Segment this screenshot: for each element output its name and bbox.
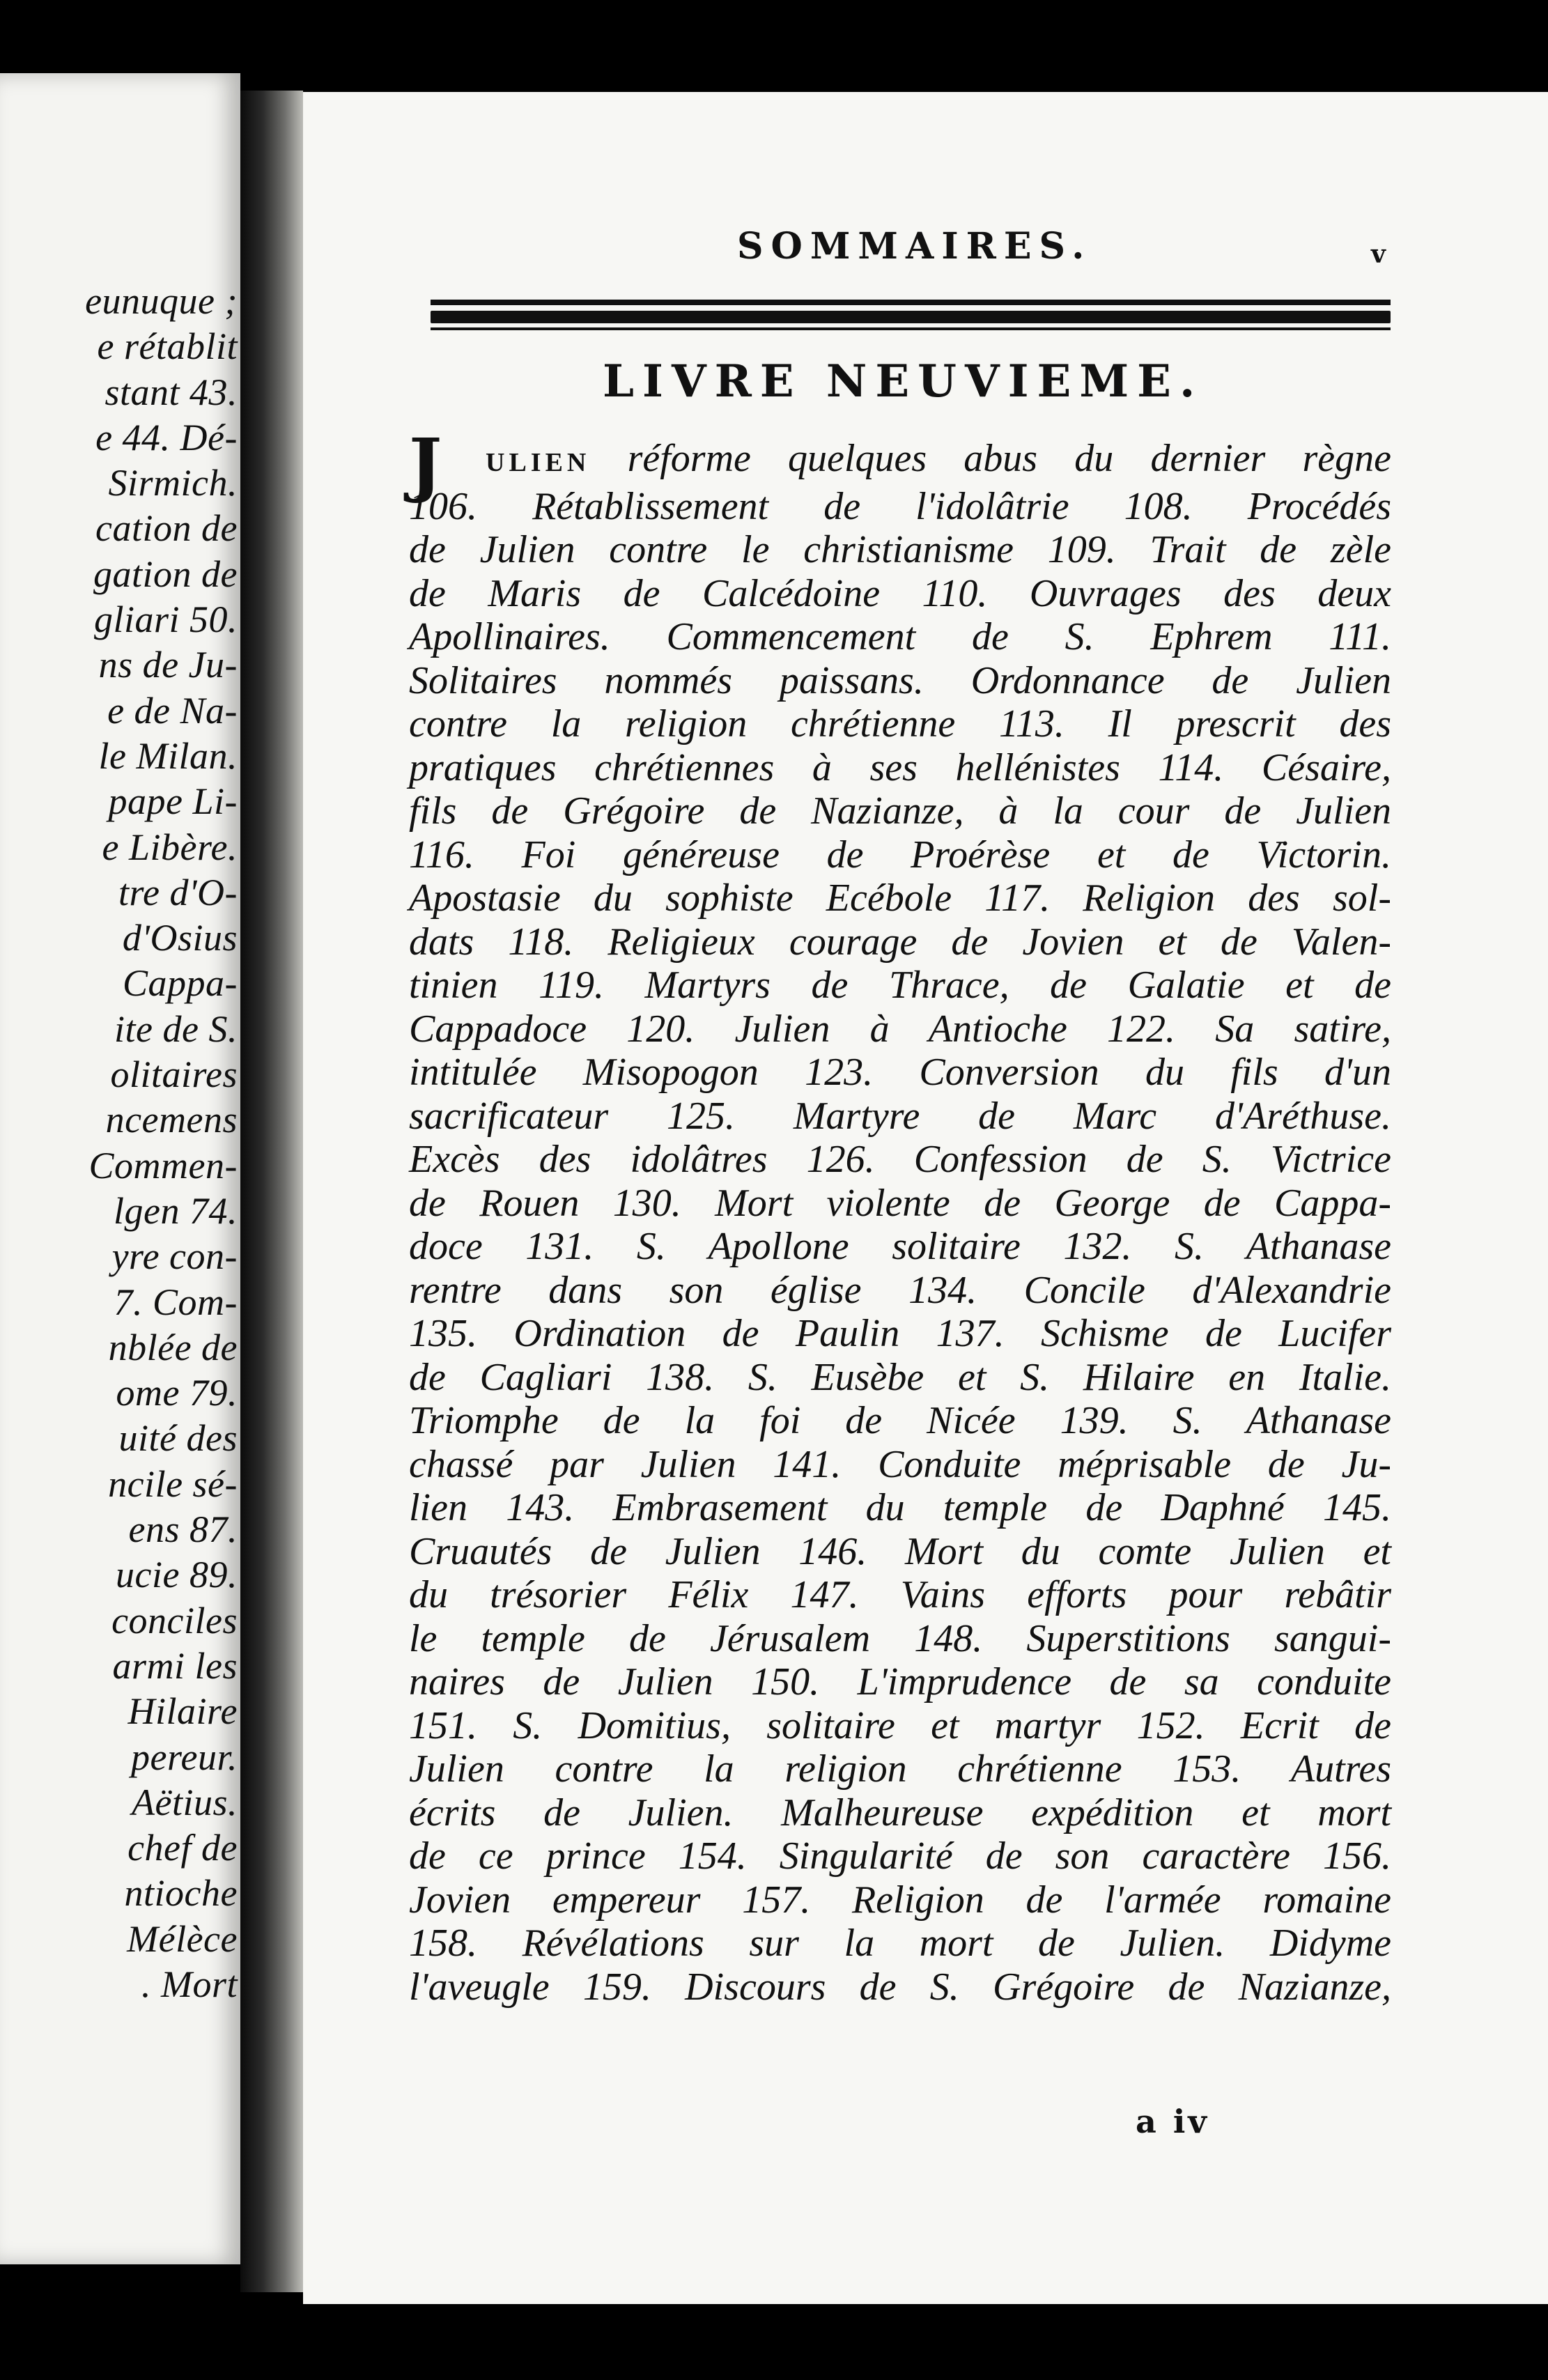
text-line: Cappadoce 120. Julien à Antioche 122. Sa satire, <box>409 1007 1391 1051</box>
text-line: Apostasie du sophiste Ecébole 117. Religion des sol- <box>409 876 1391 920</box>
left-page-line: d'Osius <box>122 917 238 959</box>
header-rule-thick <box>431 311 1391 323</box>
left-page-line: ucie 89. <box>116 1554 238 1596</box>
left-page-line: ns de Ju- <box>98 644 238 686</box>
text-line: 158. Révélations sur la mort de Julien. Didyme <box>409 1922 1391 1965</box>
text-line: fils de Grégoire de Nazianze, à la cour de Julien <box>409 789 1391 833</box>
left-page-line: e de Na- <box>107 689 238 732</box>
text-line: de ce prince 154. Singularité de son caractère 156. <box>409 1834 1391 1878</box>
left-page-line: Aëtius. <box>132 1781 238 1823</box>
left-page-line: cation de <box>95 507 238 550</box>
left-page-line: ncemens <box>105 1099 238 1141</box>
text-line: de Cagliari 138. S. Eusèbe et S. Hilaire en Italie. <box>409 1355 1391 1399</box>
text-line: le temple de Jérusalem 148. Superstitions sangui- <box>409 1616 1391 1660</box>
header-rule-top <box>431 300 1391 305</box>
text-line: Cruautés de Julien 146. Mort du comte Julien et <box>409 1529 1391 1573</box>
text-line: Apollinaires. Commencement de S. Ephrem 111. <box>409 615 1391 658</box>
running-head: SOMMAIRES. <box>737 225 1092 268</box>
first-line-text: réforme quelques abus du dernier règne <box>627 437 1391 480</box>
left-page-line: ntioche <box>124 1872 238 1915</box>
text-line: 135. Ordination de Paulin 137. Schisme de Lucifer <box>409 1312 1391 1355</box>
text-line: pratiques chrétiennes à ses hellénistes 114. Césaire, <box>409 745 1391 789</box>
left-page-line: armi les <box>112 1644 238 1687</box>
text-line: 151. S. Domitius, solitaire et martyr 152. Ecrit de <box>409 1703 1391 1747</box>
left-page-line: e rétablit <box>97 325 238 368</box>
summary-text <box>409 423 1391 2009</box>
left-page-line: nblée de <box>108 1326 238 1368</box>
left-page-line: Hilaire <box>127 1690 238 1733</box>
left-page-line: chef de <box>127 1827 238 1869</box>
left-page-line: ens 87. <box>128 1508 238 1551</box>
text-line: lien 143. Embrasement du temple de Daphné 145. <box>409 1486 1391 1529</box>
left-page-line: Cappa- <box>123 962 238 1005</box>
text-line: contre la religion chrétienne 113. Il prescrit des <box>409 702 1391 745</box>
text-line: dats 118. Religieux courage de Jovien et de Valen- <box>409 920 1391 964</box>
text-line: l'aveugle 159. Discours de S. Grégoire de Nazianze, <box>409 1965 1391 2009</box>
left-page-line: yre con- <box>111 1235 238 1278</box>
left-page-line: le Milan. <box>98 734 238 777</box>
left-page-line: conciles <box>111 1599 238 1641</box>
left-page-line: lgen 74. <box>114 1189 238 1232</box>
text-line: chassé par Julien 141. Conduite méprisable de Ju- <box>409 1442 1391 1486</box>
left-page-line: eunuque ; <box>85 280 238 322</box>
text-line: Jovien empereur 157. Religion de l'armée romaine <box>409 1878 1391 1922</box>
left-page-line: pape Li- <box>108 780 238 823</box>
left-page-line: gliari 50. <box>93 598 238 641</box>
text-line: 106. Rétablissement de l'idolâtrie 108. Procédés <box>409 484 1391 528</box>
text-line: du trésorier Félix 147. Vains efforts pour rebâtir <box>409 1573 1391 1616</box>
left-page-line: Commen- <box>88 1144 238 1187</box>
page-mark: v <box>1371 240 1386 269</box>
left-page-line: tre d'O- <box>118 871 238 913</box>
left-page-line: ome 79. <box>116 1372 238 1414</box>
left-page-line: uité des <box>118 1417 238 1460</box>
text-line: sacrificateur 125. Martyre de Marc d'Aréthuse. <box>409 1094 1391 1138</box>
first-word-smallcaps: ULIEN <box>486 448 591 477</box>
text-line: naires de Julien 150. L'imprudence de sa conduite <box>409 1660 1391 1703</box>
left-page-line: ite de S. <box>114 1007 238 1050</box>
left-page-line: gation de <box>93 552 238 595</box>
left-page-line: stant 43. <box>105 371 238 413</box>
left-page-line: Sirmich. <box>108 462 238 504</box>
signature-mark: a iv <box>1136 2103 1210 2140</box>
book-gutter <box>240 91 303 2292</box>
text-line: rentre dans son église 134. Concile d'Alexandrie <box>409 1268 1391 1312</box>
text-line: de Rouen 130. Mort violente de George de Cappa- <box>409 1181 1391 1225</box>
text-line: Triomphe de la foi de Nicée 139. S. Athanase <box>409 1399 1391 1442</box>
text-line: 116. Foi généreuse de Proérèse et de Victorin. <box>409 833 1391 876</box>
left-page-line: Mélèce <box>127 1917 238 1960</box>
left-page-line: ncile sé- <box>108 1462 238 1505</box>
text-line: doce 131. S. Apollone solitaire 132. S. Athanase <box>409 1225 1391 1268</box>
first-line <box>409 423 1391 505</box>
text-line: de Julien contre le christianisme 109. Trait de zèle <box>409 528 1391 571</box>
text-line: écrits de Julien. Malheureuse expédition et mort <box>409 1791 1391 1834</box>
text-line: tinien 119. Martyrs de Thrace, de Galatie et de <box>409 964 1391 1007</box>
text-line: Excès des idolâtres 126. Confession de S. Victrice <box>409 1138 1391 1181</box>
drop-cap: J <box>409 423 442 505</box>
left-page-line: olitaires <box>110 1053 238 1096</box>
header-rule-bottom <box>431 327 1391 330</box>
left-page-line: . Mort <box>141 1963 238 2005</box>
left-page-line: 7. Com- <box>114 1281 238 1323</box>
text-line: intitulée Misopogon 123. Conversion du fils d'un <box>409 1051 1391 1094</box>
left-page-line: e Libère. <box>102 826 238 868</box>
text-line: Julien contre la religion chrétienne 153. Autres <box>409 1747 1391 1791</box>
text-line: de Maris de Calcédoine 110. Ouvrages des deux <box>409 571 1391 615</box>
left-page-line: pereur. <box>131 1736 238 1778</box>
left-facing-page <box>0 73 240 2264</box>
chapter-title: LIVRE NEUVIEME. <box>603 355 1204 408</box>
text-line: Solitaires nommés paissans. Ordonnance de Julien <box>409 658 1391 702</box>
left-page-line: e 44. Dé- <box>95 416 238 458</box>
left-page-text <box>85 279 238 2007</box>
